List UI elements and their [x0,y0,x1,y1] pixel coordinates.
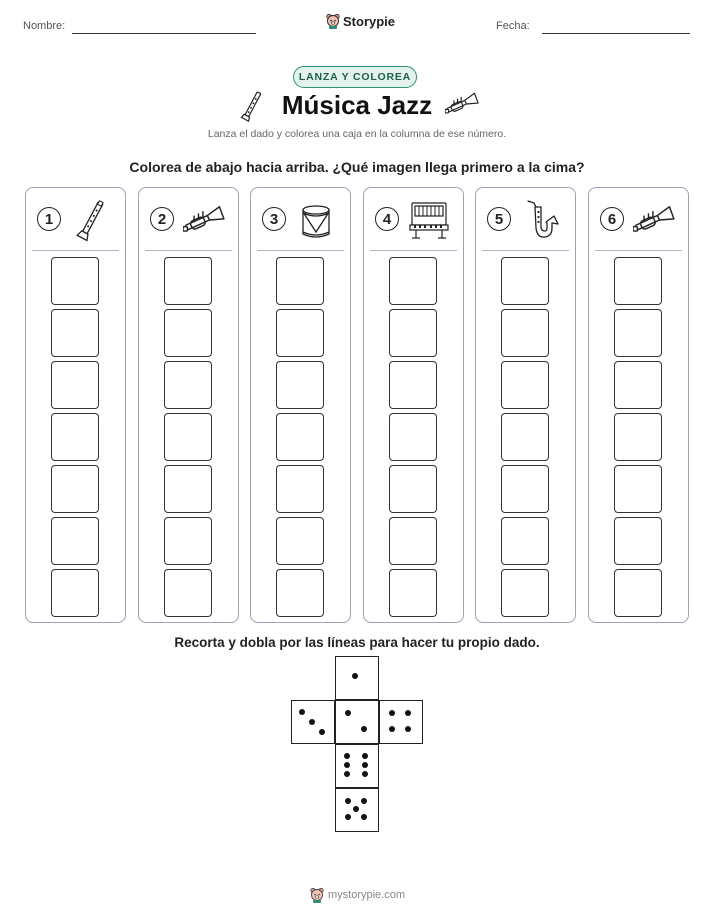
color-box[interactable] [389,309,437,357]
color-box[interactable] [501,569,549,617]
die-pip [405,726,411,732]
column-header [139,188,238,250]
die-pip [319,729,325,735]
color-box[interactable] [389,569,437,617]
color-box[interactable] [389,413,437,461]
die-pip [389,726,395,732]
color-box[interactable] [389,517,437,565]
column-number: 4 [375,207,399,231]
color-box[interactable] [614,465,662,513]
die-pip [362,762,368,768]
clarinet-icon [70,198,112,242]
column-1 [25,187,126,623]
color-box[interactable] [51,517,99,565]
die-face-4 [379,700,423,744]
page-subtitle: Lanza el dado y colorea una caja en la columna de ese número. [207,128,507,140]
coloring-instruction: Colorea de abajo hacia arriba. ¿Qué imagen llega primero a la cima? [129,159,585,175]
column-divider [482,250,569,251]
die-pip [362,771,368,777]
bear-icon [310,887,324,903]
name-label: Nombre: [23,20,66,32]
drum-icon [295,198,337,242]
color-box[interactable] [164,257,212,305]
piano-icon [408,198,450,242]
column-header [589,188,688,250]
column-divider [370,250,457,251]
color-box[interactable] [276,361,324,409]
column-header [26,188,125,250]
color-box[interactable] [51,413,99,461]
color-box[interactable] [51,361,99,409]
die-pip [344,753,350,759]
die-face-3 [291,700,335,744]
die-pip [353,806,359,812]
die-face-6 [335,744,379,788]
color-box[interactable] [389,361,437,409]
color-box[interactable] [501,361,549,409]
die-face-5 [335,788,379,832]
color-box[interactable] [614,257,662,305]
die-face-2 [335,700,379,744]
die-pip [352,673,358,679]
color-box[interactable] [614,569,662,617]
column-header [251,188,350,250]
color-box[interactable] [501,465,549,513]
color-box[interactable] [51,257,99,305]
color-box[interactable] [501,413,549,461]
color-box[interactable] [51,465,99,513]
column-divider [32,250,119,251]
die-face-1 [335,656,379,700]
color-box[interactable] [501,309,549,357]
color-box[interactable] [51,569,99,617]
column-header [364,188,463,250]
brand-logo [326,13,395,29]
name-line[interactable] [72,33,256,34]
die-pip [389,710,395,716]
color-box[interactable] [614,309,662,357]
column-6 [588,187,689,623]
color-box[interactable] [389,465,437,513]
color-box[interactable] [614,413,662,461]
color-box[interactable] [164,517,212,565]
die-pip [344,762,350,768]
die-pip [345,798,351,804]
trumpet-icon [445,90,479,118]
bear-icon [326,13,340,29]
column-number: 2 [150,207,174,231]
die-pip [361,798,367,804]
color-box[interactable] [51,309,99,357]
column-number: 6 [600,207,624,231]
date-label: Fecha: [496,20,530,32]
trumpet-icon [183,198,225,242]
color-box[interactable] [614,517,662,565]
trumpet-icon [633,198,675,242]
color-box[interactable] [501,517,549,565]
die-pip [345,710,351,716]
color-box[interactable] [276,413,324,461]
color-box[interactable] [276,309,324,357]
column-divider [257,250,344,251]
color-box[interactable] [164,309,212,357]
saxophone-icon [520,198,562,242]
column-5 [475,187,576,623]
column-divider [145,250,232,251]
color-box[interactable] [164,569,212,617]
column-number: 1 [37,207,61,231]
color-box[interactable] [276,517,324,565]
color-box[interactable] [164,465,212,513]
die-pip [361,726,367,732]
die-pip [344,771,350,777]
color-box[interactable] [276,257,324,305]
color-box[interactable] [164,361,212,409]
die-pip [299,709,305,715]
column-3 [250,187,351,623]
color-box[interactable] [614,361,662,409]
color-box[interactable] [389,257,437,305]
footer-url[interactable]: mystorypie.com [328,889,406,901]
column-number: 3 [262,207,286,231]
column-header [476,188,575,250]
activity-badge: LANZA Y COLOREA [293,66,417,88]
color-box[interactable] [501,257,549,305]
page-title: Música Jazz [281,90,433,120]
column-2 [138,187,239,623]
color-box[interactable] [276,569,324,617]
brand-name: Storypie [343,13,396,29]
footer [310,887,405,903]
die-pip [361,814,367,820]
die-pip [405,710,411,716]
date-line[interactable] [542,33,690,34]
column-number: 5 [487,207,511,231]
die-pip [362,753,368,759]
die-pip [309,719,315,725]
color-box[interactable] [276,465,324,513]
column-divider [595,250,682,251]
color-box[interactable] [164,413,212,461]
column-4 [363,187,464,623]
die-instruction: Recorta y dobla por las líneas para hacer tu propio dado. [174,635,540,650]
die-pip [345,814,351,820]
